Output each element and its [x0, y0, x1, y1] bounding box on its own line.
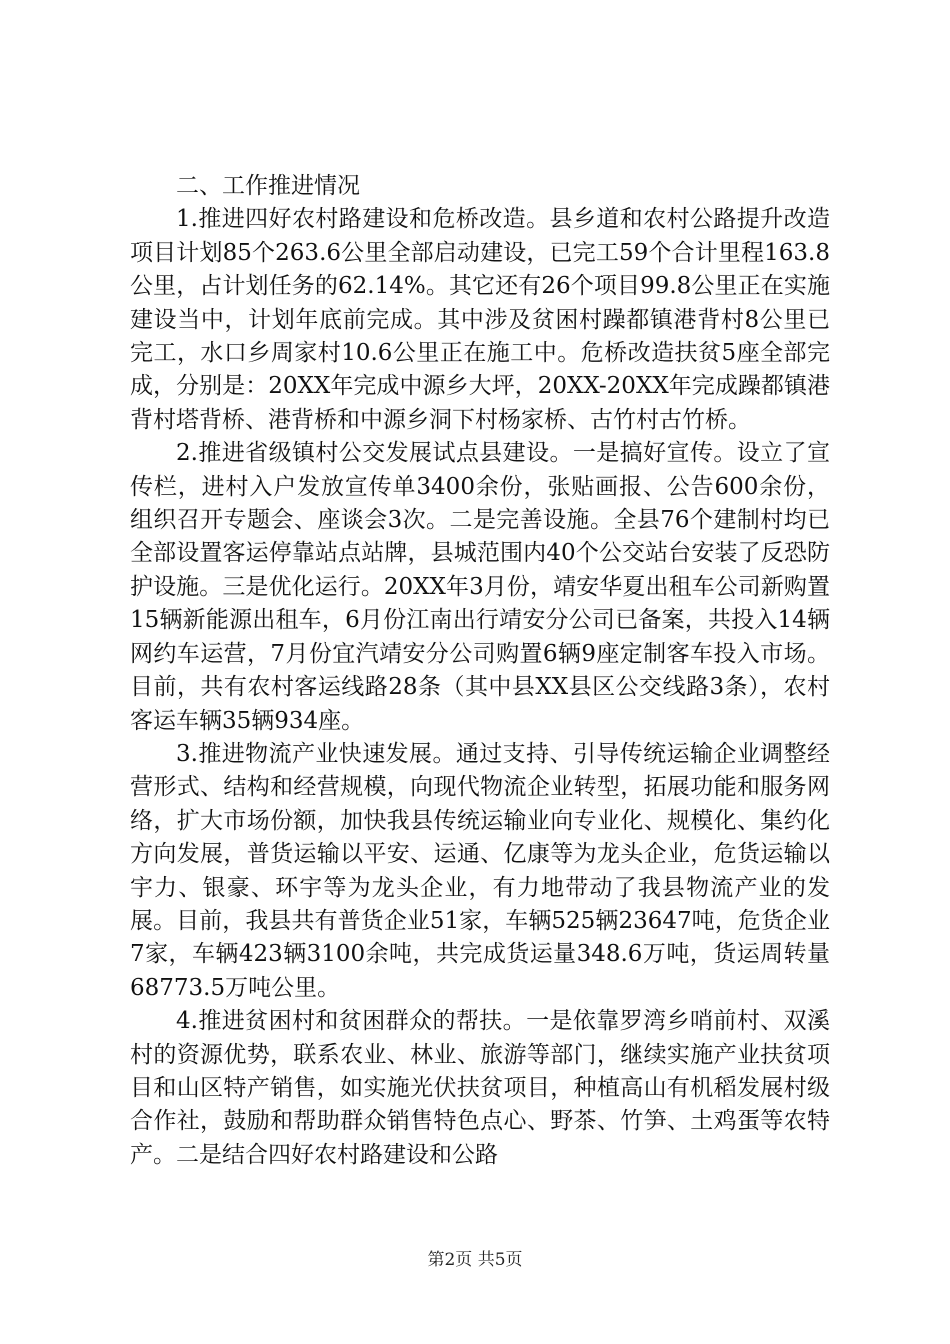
page-number-footer: 第2页 共5页 — [427, 1250, 523, 1270]
paragraph-road-construction: 1.推进四好农村路建设和危桥改造。县乡道和农村公路提升改造项目计划85个263.6公里全部启动建设，已完工59个合计里程163.8公里，占计划任务的62.14%。其它还有26个项目99.8公里正在实施建设当中，计划年底前完成。其中涉及贫困村躁都镇港背村8公里已完工，水口乡周家村10.6公里正在施工中。危桥改造扶贫5座全部完成，分别是：20XX年完成中源乡大坪，20XX-20XX年完成躁都镇港背村塔背桥、港背桥和中源乡洞下村杨家桥、古竹村古竹桥。 — [130, 206, 830, 433]
section-heading: 二、工作推进情况 — [176, 173, 360, 199]
paragraph-logistics: 3.推进物流产业快速发展。通过支持、引导传统运输企业调整经营形式、结构和经营规模，向现代物流企业转型，拓展功能和服务网络，扩大市场份额，加快我县传统运输业向专业化、规模化、集约化方向发展，普货运输以平安、运通、亿康等为龙头企业，危货运输以宇力、银豪、环宇等为龙头企业，有力地带动了我县物流产业的发展。目前，我县共有普货企业51家，车辆525辆23647吨，危货企业7家，车辆423辆3100余吨，共完成货运量348.6万吨，货运周转量68773.5万吨公里。 — [130, 740, 830, 1001]
paragraph-poverty-assistance: 4.推进贫困村和贫困群众的帮扶。一是依靠罗湾乡哨前村、双溪村的资源优势，联系农业、林业、旅游等部门，继续实施产业扶贫项目和山区特产销售，如实施光伏扶贫项目，种植高山有机稻发展村级合作社，鼓励和帮助群众销售特色点心、野茶、竹笋、土鸡蛋等农特产。二是结合四好农村路建设和公路 — [130, 1008, 830, 1168]
document-body — [130, 170, 830, 1172]
paragraph-public-transit: 2.推进省级镇村公交发展试点县建设。一是搞好宣传。设立了宣传栏，进村入户发放宣传单3400余份，张贴画报、公告600余份，组织召开专题会、座谈会3次。二是完善设施。全县76个建制村均已全部设置客运停靠站点站牌，县城范围内40个公交站台安装了反恐防护设施。三是优化运行。20XX年3月份，靖安华夏出租车公司新购置15辆新能源出租车，6月份江南出行靖安分公司已备案，共投入14辆网约车运营，7月份宜汽靖安分公司购置6辆9座定制客车投入市场。目前，共有农村客运线路28条（其中县XX县区公交线路3条），农村客运车辆35辆934座。 — [130, 440, 830, 734]
